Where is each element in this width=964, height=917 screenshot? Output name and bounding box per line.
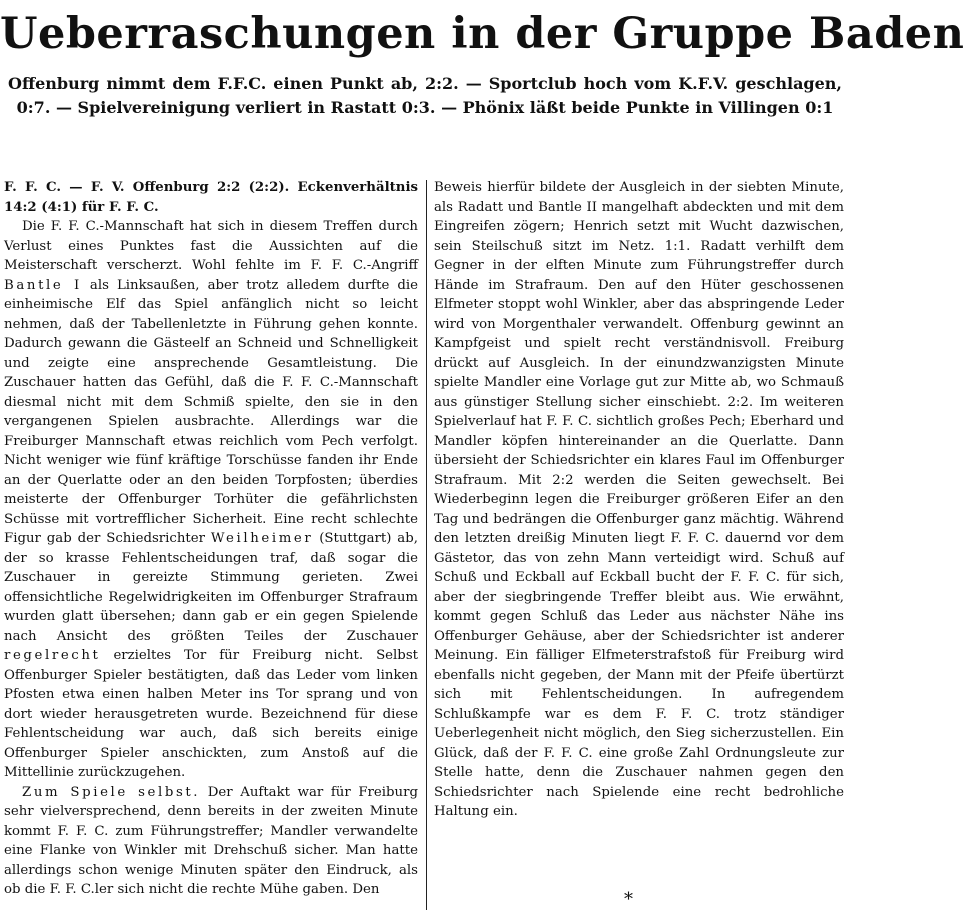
article-paragraph-2-continued (434, 178, 844, 822)
subheadline: Offenburg nimmt dem F.F.C. einen Punkt ab, 2:2. — Sportclub hoch vom K.F.V. geschlagen, 0:7. — Spielvereinigung verliert in Rastatt 0:3. — Phönix läßt beide Punkte in Villingen 0:1 (8, 74, 842, 117)
column-divider (426, 180, 427, 910)
article-column-right (434, 178, 844, 822)
article-column-left (4, 178, 418, 900)
paragraph-text: (Stuttgart) ab, der so krasse Fehlentscheidungen traf, daß sogar die Zuschauer in gereizte Stimmung gerieten. Zwei offensichtliche Regelwidrigkeiten im Offenburger Strafraum wurden glatt übersehen; dann gab er ein gegen Spielende nach Ansicht des größten Teiles der Zuschauer (4, 531, 418, 644)
end-mark: * (624, 889, 633, 910)
match-result-lead: F. F. C. — F. V. Offenburg 2:2 (2:2). Eckenverhältnis 14:2 (4:1) für F. F. C. (4, 180, 418, 215)
emphasized-word: regelrecht (4, 648, 101, 663)
paragraph-text: erzieltes Tor für Freiburg nicht. Selbst Offenburger Spieler bestätigten, daß das Leder vom linken Pfosten etwa einen halben Meter ins Tor sprang und von dort wieder herausgetreten wurde. Bezeichnend für diese Fehlentscheidung war auch, daß sich bereits einige Offenburger Spieler anschickten, zum Anstoß auf die Mittellinie zurückzugehen. (4, 648, 418, 780)
paragraph-text: als Linksaußen, aber trotz alledem durfte die einheimische Elf das Spiel anfänglich nicht so leicht nehmen, daß der Tabellenletzte in Führung gehen konnte. Dadurch gewann die Gästeelf an Schneid und Schnelligkeit und zeigte eine ansprechende Gesamtleistung. Die Zuschauer hatten das Gefühl, daß die F. F. C.-Mannschaft diesmal nicht mit dem Schmiß spielte, den sie in den vergangenen Spielen ausbrachte. Allerdings war die Freiburger Mannschaft etwas reichlich vom Pech verfolgt. Nicht weniger wie fünf kräftige Torschüsse fanden ihr Ende an der Querlatte oder an den beiden Torpfosten; überdies meisterte der Offenburger Torhüter die gefährlichsten Schüsse mit vortrefflicher Sicherheit. Eine recht schlechte Figur gab der Schiedsrichter (4, 277, 418, 546)
paragraph-text: Die F. F. C.-Mannschaft hat sich in diesem Treffen durch Verlust eines Punktes fast die Aussichten auf die Meisterschaft verscherzt. Wohl fehlte im F. F. C.-Angriff (4, 219, 418, 273)
section-heading-inline: Zum Spiele selbst. (22, 784, 201, 800)
paragraph-text: Beweis hierfür bildete der Ausgleich in der siebten Minute, als Radatt und Bantle II mangelhaft abdeckten und mit dem Eingreifen zögern; Henrich setzt mit Wucht dazwischen, sein Steilschuß sitzt im Netz. 1:1. Radatt verhilft dem Gegner in der elften Minute zum Führungstreffer durch Hände im Strafraum. Den auf den Hüter geschossenen Elfmeter stoppt wohl Winkler, aber das abspringende Leder wird von Morgenthaler verwandelt. Offenburg gewinnt an Kampfgeist und spielt recht verständnisvoll. Freiburg drückt auf Ausgleich. In der einundzwanzigsten Minute spielte Mandler eine Vorlage gut zur Mitte ab, wo Schmauß aus günstiger Stellung sicher einschiebt. 2:2. Im weiteren Spielverlauf hat F. F. C. sichtlich großes Pech; Eberhard und Mandler köpfen hintereinander an die Querlatte. Dann übersieht der Schiedsrichter ein klares Faul im Offenburger Strafraum. Mit 2:2 werden die Seiten gewechselt. Bei Wiederbeginn legen die Freiburger größeren Eifer an den Tag und bedrängen die Offenburger ganz mächtig. Während den letzten dreißig Minuten liegt F. F. C. dauernd vor dem Gästetor, das von zehn Mann verteidigt wird. Schuß auf Schuß und Eckball auf Eckball bucht der F. F. C. für sich, aber der siegbringende Treffer bleibt aus. Wie erwähnt, kommt gegen Schluß das Leder aus nächster Nähe ins Offenburger Gehäuse, aber der Schiedsrichter ist anderer Meinung. Ein fälliger Elfmeterstrafstoß für Freiburg wird ebenfalls nicht gegeben, der Mann mit der Pfeife übertürzt sich mit Fehlentscheidungen. In aufregendem Schlußkampfe war es dem F. F. C. trotz ständiger Ueberlegenheit nicht möglich, den Sieg sicherzustellen. Ein Glück, daß der F. F. C. eine große Zahl Ordnungsleute zur Stelle hatte, denn die Zuschauer nahmen gegen den Schiedsrichter nach Spielende eine recht bedrohliche Haltung ein. (434, 180, 844, 819)
article-paragraph-2 (4, 783, 418, 900)
referee-name: Weilheimer (210, 531, 314, 546)
headline: Ueberraschungen in der Gruppe Baden (0, 9, 964, 59)
article-paragraph-1 (4, 217, 418, 783)
paragraph-text: Der Auftakt war für Freiburg sehr vielversprechend, denn bereits in der zweiten Minute kommt F. F. C. zum Führungstreffer; Mandler verwandelte eine Flanke von Winkler mit Drehschuß sicher. Man hatte allerdings schon wenige Minuten später den Eindruck, als ob die F. F. C.ler sich nicht die rechte Mühe gaben. Den (4, 784, 418, 897)
player-name: Bantle I (4, 277, 82, 293)
